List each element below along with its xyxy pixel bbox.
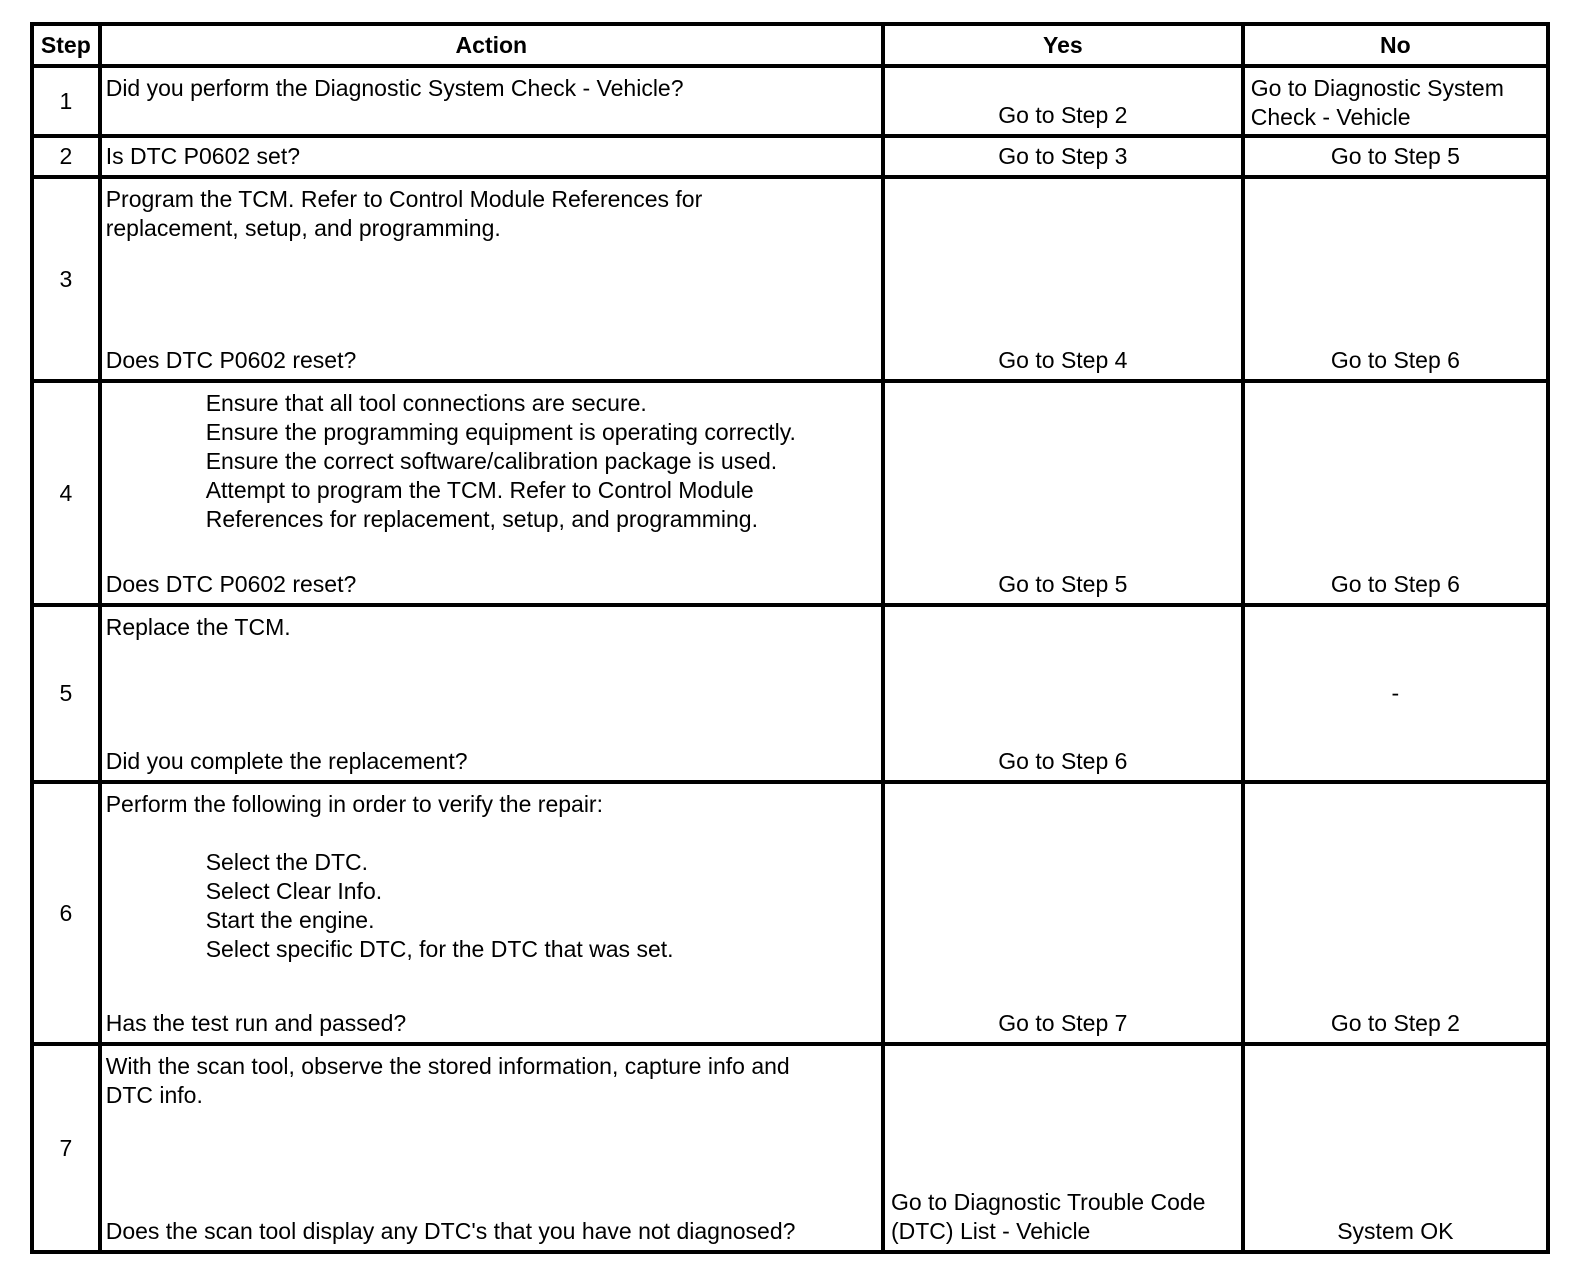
action-cell	[100, 381, 883, 605]
step-number: 3	[32, 177, 100, 381]
yes-text: (DTC) List - Vehicle	[890, 1218, 1091, 1244]
yes-cell: Go to Step 4	[883, 177, 1243, 381]
no-cell: Go to Diagnostic System Check - Vehicle	[1243, 66, 1548, 136]
no-cell: Go to Step 6	[1243, 381, 1548, 605]
table-row	[32, 66, 1548, 136]
action-text: DTC info.	[105, 1082, 203, 1108]
action-text: Ensure that all tool connections are secure.	[205, 390, 647, 416]
no-cell: Go to Step 2	[1243, 782, 1548, 1044]
sub-step: Select Clear Info.	[205, 878, 383, 904]
table-row	[32, 381, 1548, 605]
action-cell	[100, 66, 883, 136]
action-text: With the scan tool, observe the stored information, capture info and	[105, 1053, 790, 1079]
table-row	[32, 605, 1548, 782]
step-number: 2	[32, 136, 100, 177]
action-text: Replace the TCM.	[105, 614, 291, 640]
no-cell: Go to Step 6	[1243, 177, 1548, 381]
step-number: 1	[32, 66, 100, 136]
yes-cell: Go to Step 5	[883, 381, 1243, 605]
header-row	[32, 24, 1548, 66]
action-question: Does DTC P0602 reset?	[105, 571, 357, 597]
table-row	[32, 136, 1548, 177]
no-cell: -	[1243, 605, 1548, 782]
no-cell: Go to Step 5	[1243, 136, 1548, 177]
action-text: Ensure the correct software/calibration package is used.	[205, 448, 778, 474]
yes-text: Go to Diagnostic Trouble Code	[890, 1189, 1206, 1215]
header-step: Step	[32, 24, 100, 66]
action-text: Attempt to program the TCM. Refer to Control Module	[205, 477, 754, 503]
step-number: 7	[32, 1044, 100, 1252]
action-cell	[100, 605, 883, 782]
table-row	[32, 177, 1548, 381]
yes-cell: Go to Step 3	[883, 136, 1243, 177]
action-text: Did you perform the Diagnostic System Check - Vehicle?	[105, 75, 684, 101]
action-cell	[100, 177, 883, 381]
action-text: Program the TCM. Refer to Control Module References for	[105, 186, 703, 212]
action-text: Is DTC P0602 set?	[105, 143, 301, 169]
header-no: No	[1243, 24, 1548, 66]
sub-step: Start the engine.	[205, 907, 375, 933]
step-number: 6	[32, 782, 100, 1044]
sub-step: Select specific DTC, for the DTC that was set.	[205, 936, 674, 962]
action-cell	[100, 1044, 883, 1252]
action-question: Did you complete the replacement?	[105, 748, 468, 774]
table-row	[32, 782, 1548, 1044]
action-question: Does DTC P0602 reset?	[105, 347, 357, 373]
action-text: References for replacement, setup, and programming.	[205, 506, 758, 532]
step-number: 5	[32, 605, 100, 782]
action-text: Perform the following in order to verify the repair:	[105, 791, 603, 817]
diagnostic-table	[30, 22, 1550, 1254]
action-cell	[100, 136, 883, 177]
action-text: Ensure the programming equipment is operating correctly.	[205, 419, 796, 445]
header-action: Action	[100, 24, 883, 66]
action-question: Does the scan tool display any DTC's that you have not diagnosed?	[105, 1218, 796, 1244]
yes-cell: Go to Step 7	[883, 782, 1243, 1044]
action-cell	[100, 782, 883, 1044]
yes-cell: Go to Step 6	[883, 605, 1243, 782]
step-number: 4	[32, 381, 100, 605]
action-question: Has the test run and passed?	[105, 1010, 407, 1036]
no-cell: System OK	[1243, 1044, 1548, 1252]
yes-cell: Go to Step 2	[883, 66, 1243, 136]
yes-cell	[883, 1044, 1243, 1252]
action-text: replacement, setup, and programming.	[105, 215, 501, 241]
sub-step: Select the DTC.	[205, 849, 369, 875]
table-row	[32, 1044, 1548, 1252]
header-yes: Yes	[883, 24, 1243, 66]
